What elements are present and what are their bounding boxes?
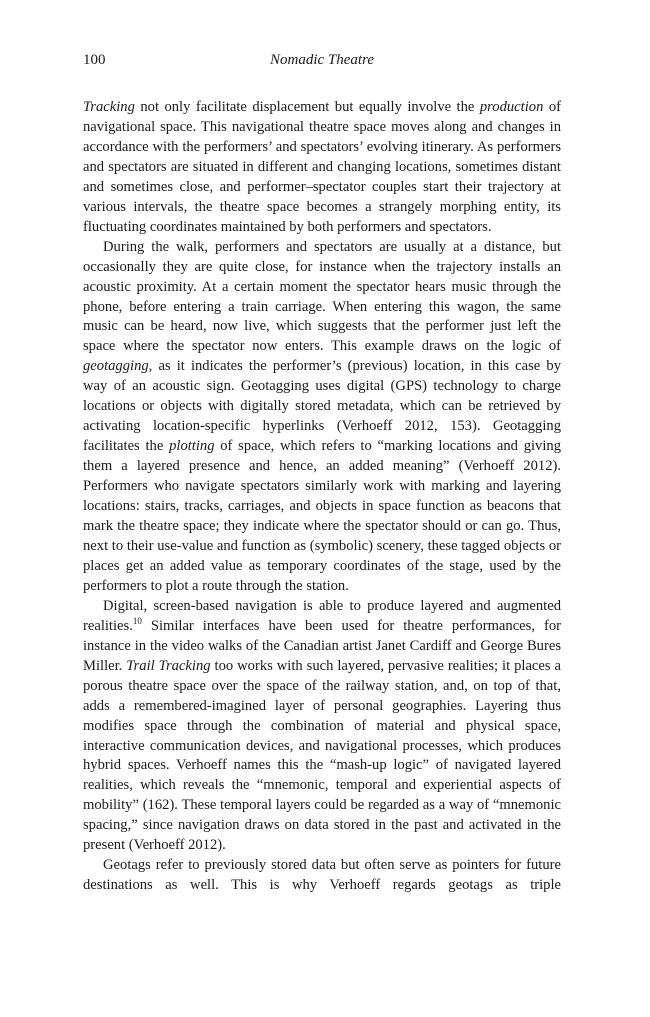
footnote-marker: 10 bbox=[132, 615, 142, 626]
text-run: Geotags refer to previously stored data but often serve as pointers for future destinations as well. This is why Verhoeff regards geotags as triple bbox=[83, 857, 561, 894]
body-text bbox=[83, 98, 561, 896]
paragraph bbox=[83, 238, 561, 597]
paragraph bbox=[83, 597, 561, 856]
text-run: too works with such layered, pervasive realities; it places a porous theatre space over the space of the railway station, and, on top of that, adds a remembered-imagined layer of personal geographies. Layering thus modifies space through the combination of material and physical space, interactive communication devices, and navigational processes, which produces hybrid spaces. Verhoeff names this the “mash-up logic” of navigated layered realities, which reveals the “mnemonic, temporal and experiential aspects of mobility” (162). These temporal layers could be regarded as a way of “mnemonic spacing,” since navigation draws on data stored in the past and activated in the present (Verhoeff 2012). bbox=[83, 657, 561, 854]
text-run: of space, which refers to “marking locations and giving them a layered presence and hence, an added meaning” (Verhoeff 2012). Performers who navigate spectators similarly work with marking and layering locations: stairs, tracks, carriages, and objects in space function as beacons that mark the theatre space; they indicate where the spectator should or can go. Thus, next to their use-value and function as (symbolic) scenery, these tagged objects or places get an added value as temporary coordinates of the stage, used by the performers to plot a route through the station. bbox=[83, 438, 561, 594]
italic-text: geotagging bbox=[83, 358, 149, 375]
running-title: Nomadic Theatre bbox=[269, 52, 375, 68]
text-run: of navigational space. This navigational theatre space moves along and changes in accordance with the performers’ and spectators’ evolving itinerary. As performers and spectators are situated in different and changing locations, sometimes distant and sometimes close, and performer–spectator couples start their trajectory at various intervals, the theatre space becomes a strangely morphing entity, its fluctuating coordinates maintained by both performers and spectators. bbox=[83, 99, 561, 235]
page-number: 100 bbox=[83, 52, 106, 68]
italic-text: plotting bbox=[169, 438, 215, 455]
text-run: Digital, screen-based navigation is able to produce layered and augmented realities. bbox=[83, 597, 561, 634]
text-run: , as it indicates the performer’s (previous) location, in this case by way of an acoustic sign. Geotagging uses digital (GPS) technology to charge locations or objects with digitally stored metadata, which can be retrieved by activating location-specific hyperlinks (Verhoeff 2012, 153). Geotagging facilitates the bbox=[83, 358, 561, 455]
italic-text: Tracking bbox=[83, 99, 135, 115]
running-head bbox=[83, 52, 561, 72]
italic-text: Trail Tracking bbox=[126, 657, 211, 674]
text-run: not only facilitate displacement but equally involve the bbox=[134, 99, 480, 115]
italic-text: production bbox=[479, 99, 544, 115]
text-run: During the walk, performers and spectators are usually at a distance, but occasionally they are quite close, for instance when the trajectory installs an acoustic proximity. At a certain moment the spectator hears music through the phone, before entering a train carriage. When entering this wagon, the same music can be heard, now live, which suggests that the performer just left the space where the spectator now enters. This example draws on the logic of bbox=[83, 238, 561, 355]
paragraph bbox=[83, 856, 561, 896]
paragraph bbox=[83, 98, 561, 238]
text-run: Similar interfaces have been used for theatre performances, for instance in the video walks of the Canadian artist Janet Cardiff and George Bures Miller. bbox=[83, 617, 561, 674]
